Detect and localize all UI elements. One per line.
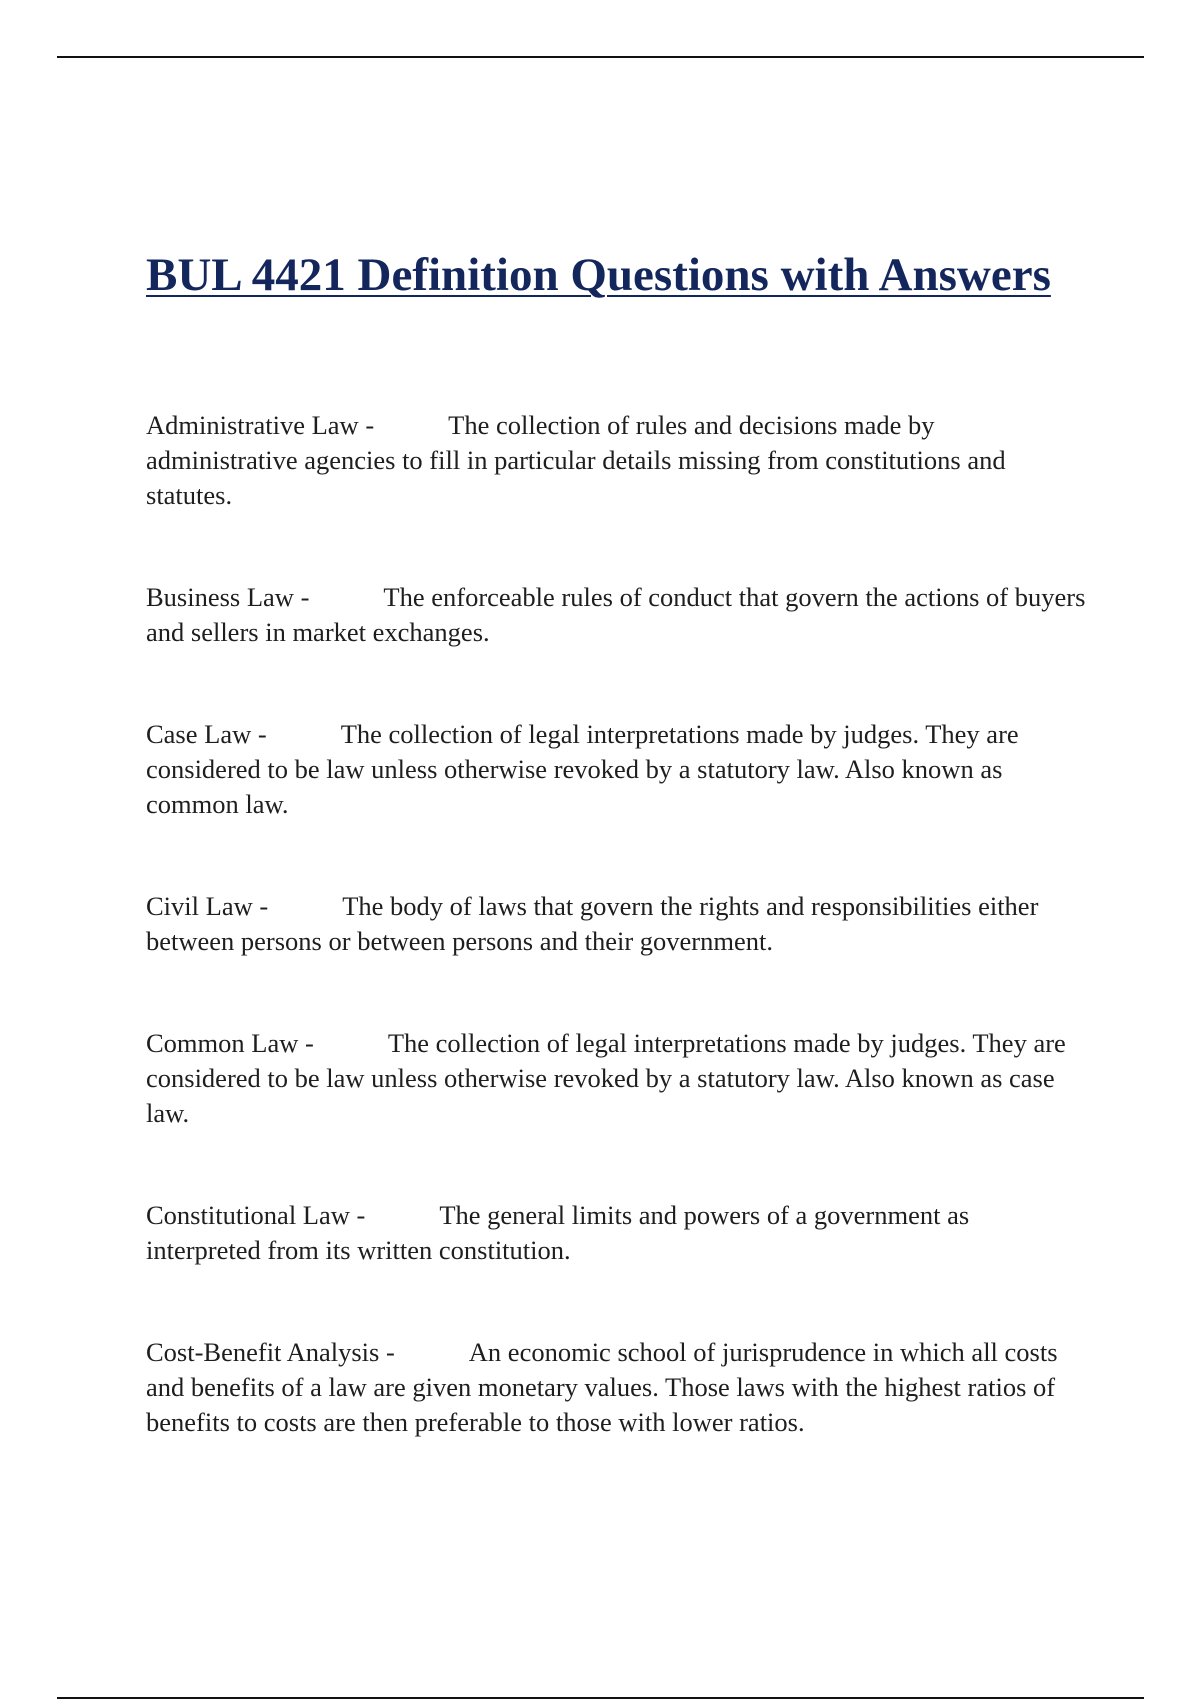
definition-text: The collection of legal interpretations made by judges. They are considered to be law unless otherwise revoked by a statutory law. Also known as common law. [146,719,1019,819]
definition-term: Case Law [146,719,252,749]
definition-text: The collection of rules and decisions made by administrative agencies to fill in particular details missing from constitutions and statutes. [146,410,1006,510]
definition-entry [146,580,1086,650]
document-title: BUL 4421 Definition Questions with Answers [146,249,1051,301]
definition-list [146,408,1086,1507]
definition-entry [146,1026,1086,1131]
term-separator: - [293,582,310,612]
definition-text: The general limits and powers of a government as interpreted from its written constitution. [146,1200,970,1265]
definition-entry [146,408,1086,513]
definition-term: Business Law [146,582,294,612]
definition-text: The enforceable rules of conduct that govern the actions of buyers and sellers in market exchanges. [146,582,1086,647]
definition-entry [146,1335,1086,1440]
term-separator: - [358,410,375,440]
definition-text: The body of laws that govern the rights and responsibilities either between persons or between persons and their government. [146,891,1039,956]
term-separator: - [379,1337,395,1367]
definition-entry [146,889,1086,959]
term-separator: - [252,891,269,921]
term-separator: - [298,1028,314,1058]
definition-text: The collection of legal interpretations made by judges. They are considered to be law unless otherwise revoked by a statutory law. Also known as case law. [146,1028,1066,1128]
top-divider [57,56,1144,58]
definition-term: Constitutional Law [146,1200,350,1230]
definition-term: Common Law [146,1028,299,1058]
definition-entry [146,1198,1086,1268]
definition-term: Civil Law [146,891,253,921]
term-separator: - [251,719,267,749]
definition-entry [146,717,1086,822]
term-separator: - [349,1200,366,1230]
bottom-divider [57,1697,1144,1699]
definition-term: Cost-Benefit Analysis [146,1337,380,1367]
definition-term: Administrative Law [146,410,359,440]
definition-text: An economic school of jurisprudence in which all costs and benefits of a law are given monetary values. Those laws with the highest ratios of benefits to costs are then preferable to those with lower ratios. [146,1337,1058,1437]
